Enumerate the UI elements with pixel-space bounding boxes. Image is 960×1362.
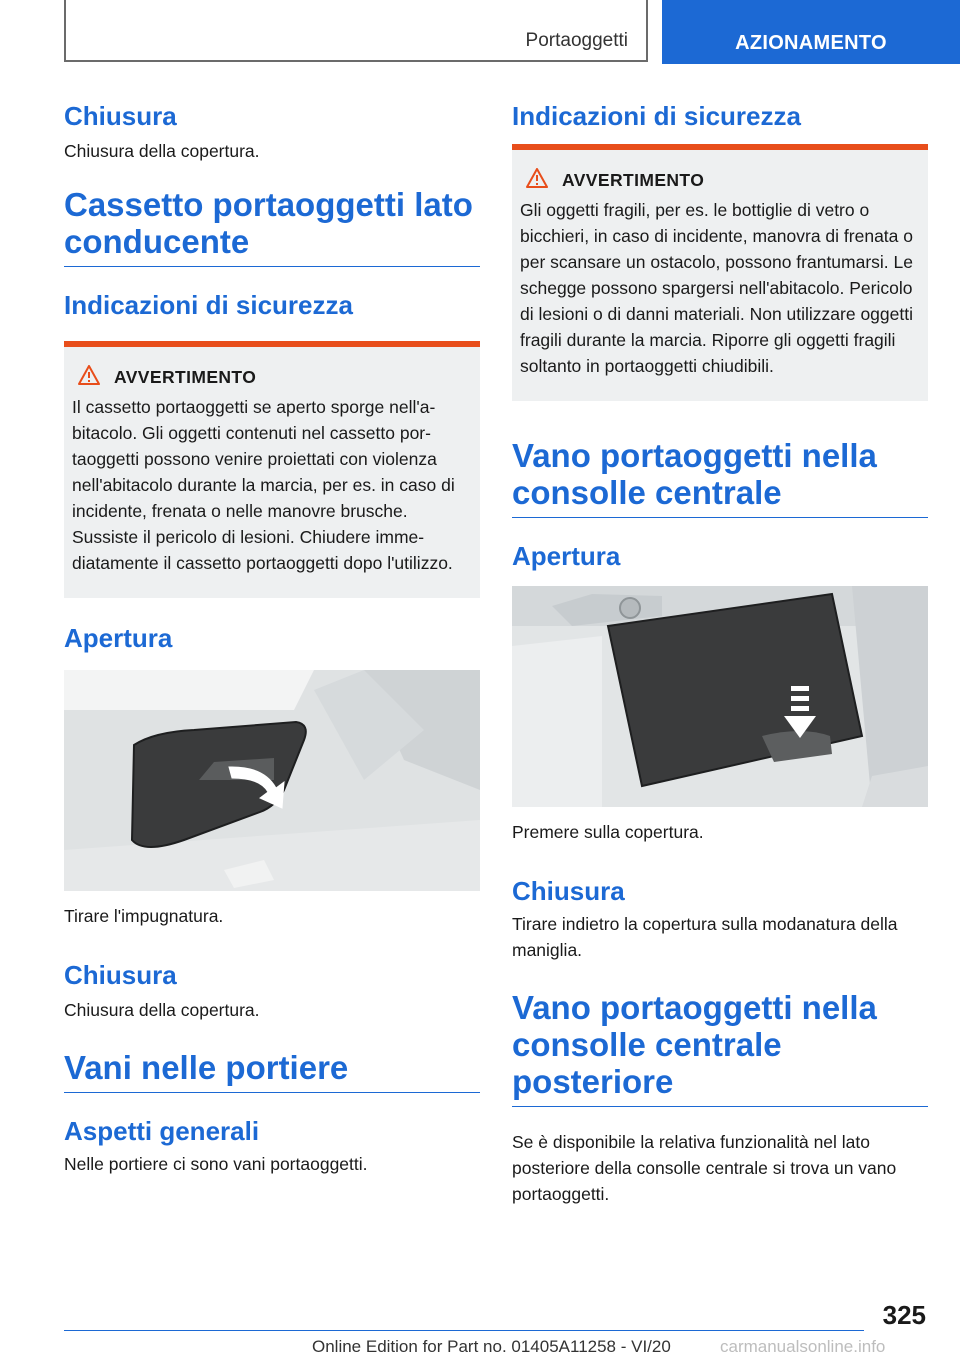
left-warning-text: Il cassetto portaoggetti se aperto sporge nell'abitacolo. Gli oggetti contenuti nel cassetto portaoggetti possono venire proiettati con violenza nell'abitacolo durante la marcia, per es. in caso di incidente, frenata o nelle manovre brusche. Sussiste il pericolo di lesioni. Chiudere immediatamente il cassetto portaoggetti dopo l'utilizzo. bbox=[72, 397, 455, 573]
left-caption-apertura: Tirare l'impugnatura. bbox=[64, 906, 224, 926]
warning-triangle-icon bbox=[78, 365, 100, 390]
heading-vano-consolle-posteriore: Vano portaoggetti nella consolle centrale posteriore bbox=[512, 989, 928, 1107]
heading-vani-portiere: Vani nelle portiere bbox=[64, 1049, 480, 1093]
left-text-chiusura-2: Chiusura della copertura. bbox=[64, 1000, 260, 1020]
left-heading-chiusura-2: Chiusura bbox=[64, 960, 177, 990]
header-chapter-tab bbox=[662, 0, 960, 64]
right-heading-apertura: Apertura bbox=[512, 541, 621, 571]
footer-rule bbox=[64, 1330, 864, 1331]
page-number: 325 bbox=[882, 1300, 926, 1330]
left-column bbox=[64, 100, 480, 1177]
left-text-chiusura: Chiusura della copertura. bbox=[64, 141, 260, 161]
right-heading-sicurezza: Indicazioni di sicurezza bbox=[512, 101, 801, 131]
right-column bbox=[512, 100, 928, 1207]
heading-vano-consolle: Vano portaoggetti nella consolle centrale bbox=[512, 437, 928, 518]
right-text-chiusura: Tirare indietro la copertura sulla modanatura della maniglia. bbox=[512, 914, 898, 960]
text-aspetti-generali: Nelle portiere ci sono vani portaoggetti. bbox=[64, 1154, 368, 1174]
right-warning-box bbox=[512, 144, 928, 401]
left-warning-box bbox=[64, 341, 480, 598]
footer-edition: Online Edition for Part no. 01405A11258 - VI/20 bbox=[312, 1337, 671, 1356]
left-heading-sicurezza: Indicazioni di sicurezza bbox=[64, 290, 353, 320]
heading-cassetto-portaoggetti: Cassetto portaoggetti lato conducente bbox=[64, 186, 480, 267]
header-chapter-label: AZIONAMENTO bbox=[735, 32, 887, 54]
warning-triangle-icon bbox=[526, 168, 548, 193]
glovebox-illustration bbox=[64, 670, 480, 891]
right-warning-text: Gli oggetti fragili, per es. le bottiglie di vetro o bicchieri, in caso di incidente, manovra di frenata o per scansare un ostacolo, possono frantumarsi. Le schegge possono spargersi nell'abitacolo. Pericolo di lesioni o di danni materiali. Non utilizzare oggetti fragili durante la marcia. Riporre gli oggetti fragili soltanto in portaoggetti chiudibili. bbox=[520, 200, 913, 376]
right-warning-title: AVVERTIMENTO bbox=[562, 170, 705, 190]
console-compartment-illustration bbox=[512, 586, 928, 807]
right-heading-chiusura: Chiusura bbox=[512, 876, 625, 906]
left-warning-title: AVVERTIMENTO bbox=[114, 367, 257, 387]
left-heading-chiusura: Chiusura bbox=[64, 101, 177, 131]
footer-watermark: carmanualsonline.info bbox=[720, 1337, 886, 1356]
header-section-title: Portaoggetti bbox=[525, 30, 628, 51]
heading-aspetti-generali: Aspetti generali bbox=[64, 1116, 260, 1146]
text-vano-posteriore: Se è disponibile la relativa funzionalità nel lato posteriore della consolle centrale si trova un vano portaoggetti. bbox=[512, 1132, 897, 1204]
left-heading-apertura: Apertura bbox=[64, 623, 173, 653]
right-caption-apertura: Premere sulla copertura. bbox=[512, 822, 704, 842]
header-frame bbox=[64, 0, 648, 62]
